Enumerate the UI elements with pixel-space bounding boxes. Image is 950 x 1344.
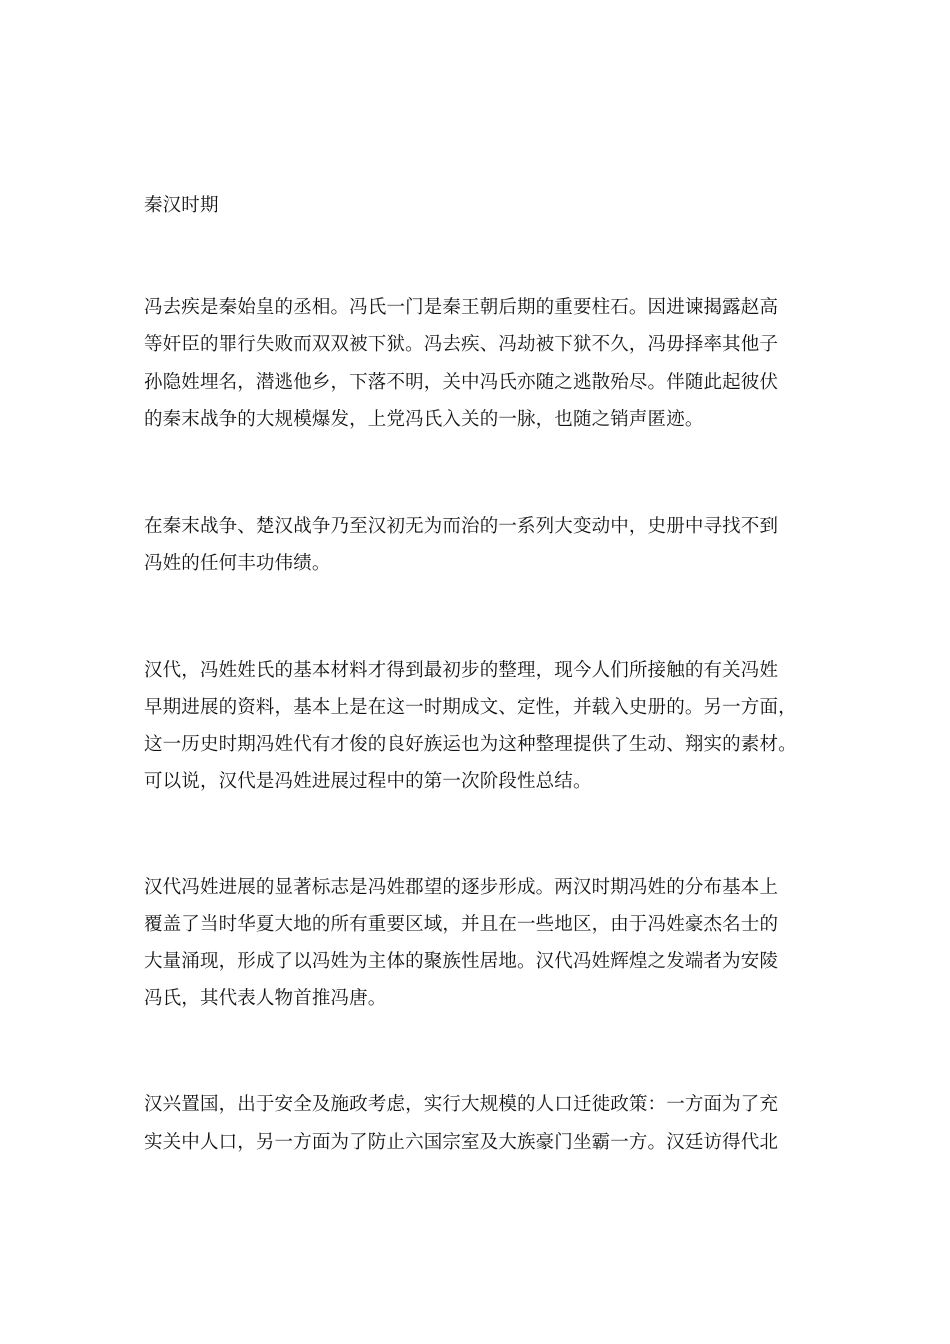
paragraph-1-line-4: 的秦末战争的大规模爆发，上党冯氏入关的一脉，也随之销声匿迹。 [144, 409, 704, 430]
paragraph-3-line-1: 汉代，冯姓姓氏的基本材料才得到最初步的整理，现今人们所接触的有关冯姓 [144, 660, 779, 681]
paragraph-3-line-4: 可以说，汉代是冯姓进展过程中的第一次阶段性总结。 [144, 771, 592, 792]
paragraph-4-line-2: 覆盖了当时华夏大地的所有重要区域，并且在一些地区，由于冯姓豪杰名士的 [144, 914, 779, 935]
paragraph-4-line-1: 汉代冯姓进展的显著标志是冯姓郡望的逐步形成。两汉时期冯姓的分布基本上 [144, 877, 779, 898]
paragraph-2-line-1: 在秦末战争、楚汉战争乃至汉初无为而治的一系列大变动中，史册中寻找不到 [144, 516, 779, 537]
paragraph-4-line-3: 大量涌现，形成了以冯姓为主体的聚族性居地。汉代冯姓辉煌之发端者为安陵 [144, 951, 779, 972]
paragraph-1-line-3: 孙隐姓埋名，潜逃他乡，下落不明，关中冯氏亦随之逃散殆尽。伴随此起彼伏 [144, 372, 779, 393]
section-heading: 秦汉时期 [144, 195, 219, 216]
paragraph-5-line-2: 实关中人口，另一方面为了防止六国宗室及大族豪门坐霸一方。汉廷访得代北 [144, 1132, 779, 1153]
paragraph-5-line-1: 汉兴置国，出于安全及施政考虑，实行大规模的人口迁徙政策：一方面为了充 [144, 1094, 779, 1115]
paragraph-2-line-2: 冯姓的任何丰功伟绩。 [144, 553, 331, 574]
paragraph-1-line-2: 等奸臣的罪行失败而双双被下狱。冯去疾、冯劫被下狱不久，冯毋择率其他子 [144, 334, 779, 355]
paragraph-3-line-2: 早期进展的资料，基本上是在这一时期成文、定性，并载入史册的。另一方面， [144, 697, 797, 718]
paragraph-4-line-4: 冯氏，其代表人物首推冯唐。 [144, 988, 387, 1009]
paragraph-3-line-3: 这一历史时期冯姓代有才俊的良好族运也为这种整理提供了生动、翔实的素材。 [144, 734, 797, 755]
paragraph-1-line-1: 冯去疾是秦始皇的丞相。冯氏一门是秦王朝后期的重要柱石。因进谏揭露赵高 [144, 297, 779, 318]
